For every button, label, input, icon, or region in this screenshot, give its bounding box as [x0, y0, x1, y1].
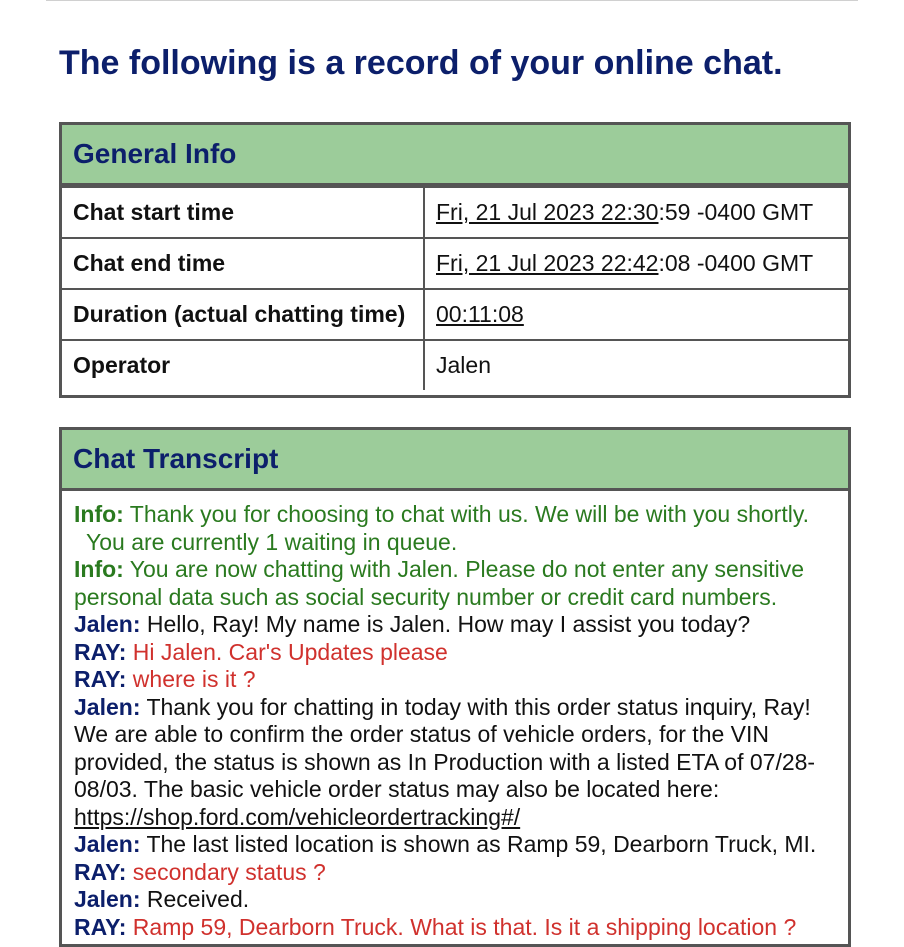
general-info-header: General Info [62, 125, 848, 186]
message-list [62, 491, 848, 941]
message-text: where is it ? [126, 666, 256, 692]
message-text: Ramp 59, Dearborn Truck. What is that. Is it a shipping location ? [126, 913, 797, 940]
message-text: The last listed location is shown as Ramp 59, Dearborn Truck, MI. [140, 831, 817, 857]
message-sender: Info: [74, 501, 124, 527]
label-duration: Duration (actual chatting time) [62, 289, 424, 340]
message-text-continued: You are currently 1 waiting in queue. [86, 528, 458, 555]
message-sender: RAY: [74, 666, 127, 692]
message-sender: Jalen: [74, 831, 141, 857]
message-item [74, 859, 836, 887]
message-text: Hello, Ray! My name is Jalen. How may I assist you today? [140, 611, 751, 637]
label-operator: Operator [62, 340, 424, 390]
message-sender: RAY: [74, 913, 127, 940]
duration-link[interactable]: 00:11:08 [436, 301, 524, 327]
message-item [74, 556, 836, 611]
page-title: The following is a record of your online chat. [59, 44, 783, 82]
message-item [74, 886, 836, 914]
message-sender: Jalen: [74, 693, 141, 720]
order-tracking-link[interactable]: https://shop.ford.com/vehicleordertracking#/ [74, 803, 521, 830]
message-text: Thank you for choosing to chat with us. We will be with you shortly. [123, 501, 810, 527]
general-info-panel [59, 122, 851, 398]
label-chat-end: Chat end time [62, 238, 424, 289]
message-item [74, 639, 836, 667]
message-sender: Info: [74, 556, 124, 582]
value-duration [424, 289, 848, 340]
chat-start-rest: :59 -0400 GMT [658, 199, 814, 225]
message-item [74, 694, 836, 832]
label-chat-start: Chat start time [62, 187, 424, 238]
chat-start-link[interactable]: Fri, 21 Jul 2023 22:30 [436, 199, 659, 225]
chat-end-rest: :08 -0400 GMT [658, 250, 814, 276]
row-chat-end [62, 238, 848, 289]
row-duration [62, 289, 848, 340]
message-sender: RAY: [74, 858, 127, 885]
general-info-table [62, 186, 848, 390]
chat-transcript-header: Chat Transcript [62, 430, 848, 491]
message-text: Hi Jalen. Car's Updates please [126, 638, 448, 665]
value-chat-end [424, 238, 848, 289]
message-text: Received. [140, 886, 250, 912]
chat-end-link[interactable]: Fri, 21 Jul 2023 22:42 [436, 250, 659, 276]
message-item [74, 611, 836, 639]
message-sender: Jalen: [74, 611, 141, 637]
message-text: Thank you for chatting in today with this order status inquiry, Ray! We are able to confirm the order status of vehicle orders, for the VIN provided, the status is shown as In Production with a listed ETA of 07/28-08/03. The basic vehicle order status may also be located here: [74, 693, 816, 802]
value-operator: Jalen [424, 340, 848, 390]
message-item [74, 501, 836, 556]
row-operator [62, 340, 848, 390]
message-text: secondary status ? [126, 858, 326, 885]
message-sender: RAY: [74, 638, 127, 665]
top-divider [46, 0, 858, 1]
message-item [74, 666, 836, 694]
chat-transcript-panel [59, 427, 851, 947]
message-item [74, 914, 836, 942]
message-text: You are now chatting with Jalen. Please do not enter any sensitive personal data such as social security number or credit card numbers. [74, 556, 805, 610]
value-chat-start [424, 187, 848, 238]
row-chat-start [62, 187, 848, 238]
message-sender: Jalen: [74, 886, 141, 912]
message-item [74, 831, 836, 859]
